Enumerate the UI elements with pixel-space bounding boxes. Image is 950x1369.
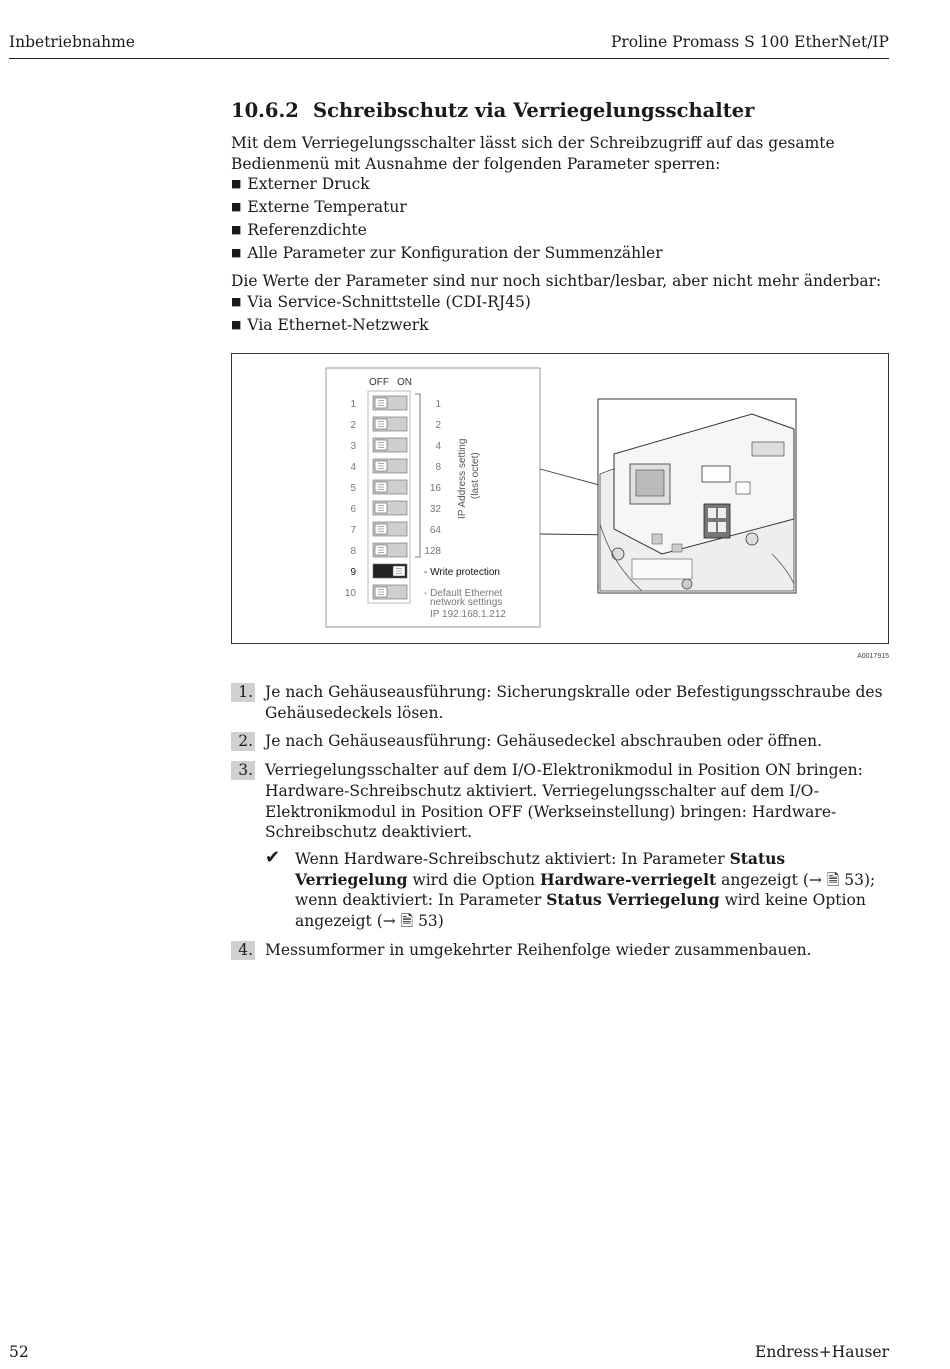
step-text: Je nach Gehäuseausführung: Gehäusedeckel abschrauben oder öffnen. [265, 732, 823, 751]
step-number: 3. [231, 761, 255, 780]
switch-value: 128 [424, 546, 441, 558]
page-ref[interactable]: 53 [844, 870, 864, 889]
on-label: ON [397, 377, 412, 389]
page-ref[interactable]: 53 [418, 912, 438, 931]
switch-value: - Default Ethernet [424, 588, 503, 600]
result-text: ) [437, 912, 444, 931]
header-rule [9, 58, 889, 59]
electronics-module-illustration [598, 399, 796, 593]
step-number: 2. [231, 732, 255, 751]
switch-value: 64 [429, 525, 441, 537]
list-item: ■ Externe Temperatur [231, 197, 889, 220]
switch-value: 8 [435, 462, 441, 474]
dip-switch-figure [231, 353, 889, 644]
switch-number: 5 [350, 483, 356, 495]
list-item: ■ Via Service-Schnittstelle (CDI-RJ45) [231, 292, 889, 315]
switch-number: 1 [350, 399, 356, 411]
default-line2: network settings [430, 597, 503, 609]
switch-number: 9 [350, 567, 356, 579]
write-protection-label: - Write protection [424, 567, 500, 579]
default-line3: IP 192.168.1.212 [430, 609, 506, 621]
page-ref-icon: 🗎 [826, 870, 840, 889]
result-text: Wenn Hardware-Schreibschutz aktiviert: In Parameter [295, 849, 730, 868]
step-item [231, 682, 889, 723]
step-text: Messumformer in umgekehrter Reihenfolge wieder zusammenbauen. [265, 940, 812, 959]
step-item [231, 760, 889, 932]
list-item: ■ Via Ethernet-Netzwerk [231, 315, 889, 338]
parameter-name: Status Verriegelung [546, 890, 720, 910]
switch-value: 4 [435, 441, 441, 453]
step-text: Verriegelungsschalter auf dem I/O-Elektronikmodul in Position ON bringen: Hardware-Schreibschutz aktiviert. Verriegelungsschalter auf dem I/O-Elektronikmodul in Position OFF (Werkseinstellung) bringen: Hardware-Schreibschutz deaktiviert. [265, 761, 863, 842]
page-ref-icon: 🗎 [400, 912, 414, 931]
switch-value: 32 [429, 504, 441, 516]
switch-number: 2 [350, 420, 356, 432]
section-number: 10.6.2 [231, 99, 299, 122]
figure-code: A0017915 [857, 653, 889, 661]
step-text: Je nach Gehäuseausführung: Sicherungskralle oder Befestigungsschraube des Gehäusedeckels lösen. [265, 683, 883, 722]
switch-number: 4 [350, 462, 356, 474]
result-text: wird keine Option angezeigt (→ [295, 891, 866, 931]
ip-label: IP Address setting [457, 438, 468, 520]
parameter-list [231, 174, 889, 265]
switch-number: 7 [350, 525, 356, 537]
checkmark-icon: ✔ [265, 846, 281, 868]
option-name: Hardware-verriegelt [539, 869, 717, 889]
section-title: Schreibschutz via Verriegelungsschalter [313, 99, 755, 122]
parameter-name: Status Verriegelung [295, 848, 786, 889]
switch-value: 2 [435, 420, 441, 432]
switch-number: 3 [350, 441, 356, 453]
header-product: Proline Promass S 100 EtherNet/IP [610, 33, 889, 51]
result-text: angezeigt (→ [716, 870, 827, 889]
step-result [265, 846, 889, 932]
switch-number: 8 [350, 546, 356, 558]
figure-svg [232, 354, 888, 643]
step-item [231, 731, 889, 752]
result-text: wird die Option [407, 870, 540, 889]
result-text: ); wenn deaktiviert: In Parameter [295, 870, 876, 910]
section-heading [231, 98, 889, 124]
values-note: Die Werte der Parameter sind nur noch sichtbar/lesbar, aber nicht mehr änderbar: [231, 272, 882, 291]
footer-brand: Endress+Hauser [755, 1343, 889, 1361]
header-section: Inbetriebnahme [9, 33, 135, 51]
switch-number: 6 [350, 504, 356, 516]
step-item [231, 940, 889, 961]
intro-paragraph: Mit dem Verriegelungsschalter lässt sich der Schreibzugriff auf das gesamte Bedienmenü mit Ausnahme der folgenden Parameter sperren: [231, 134, 835, 173]
ip-label-sub: (last octet) [470, 452, 481, 500]
access-list [231, 292, 889, 337]
step-number: 1. [231, 683, 255, 702]
main-content [231, 98, 889, 968]
instruction-steps [231, 682, 889, 960]
list-item: ■ Externer Druck [231, 174, 889, 197]
switch-value: 16 [429, 483, 441, 495]
list-item: ■ Alle Parameter zur Konfiguration der Summenzähler [231, 243, 889, 266]
switch-value: 1 [435, 399, 441, 411]
list-item: ■ Referenzdichte [231, 220, 889, 243]
off-label: OFF [369, 377, 389, 389]
step-number: 4. [231, 941, 255, 960]
switch-number: 10 [344, 588, 356, 600]
page-number: 52 [9, 1343, 29, 1361]
